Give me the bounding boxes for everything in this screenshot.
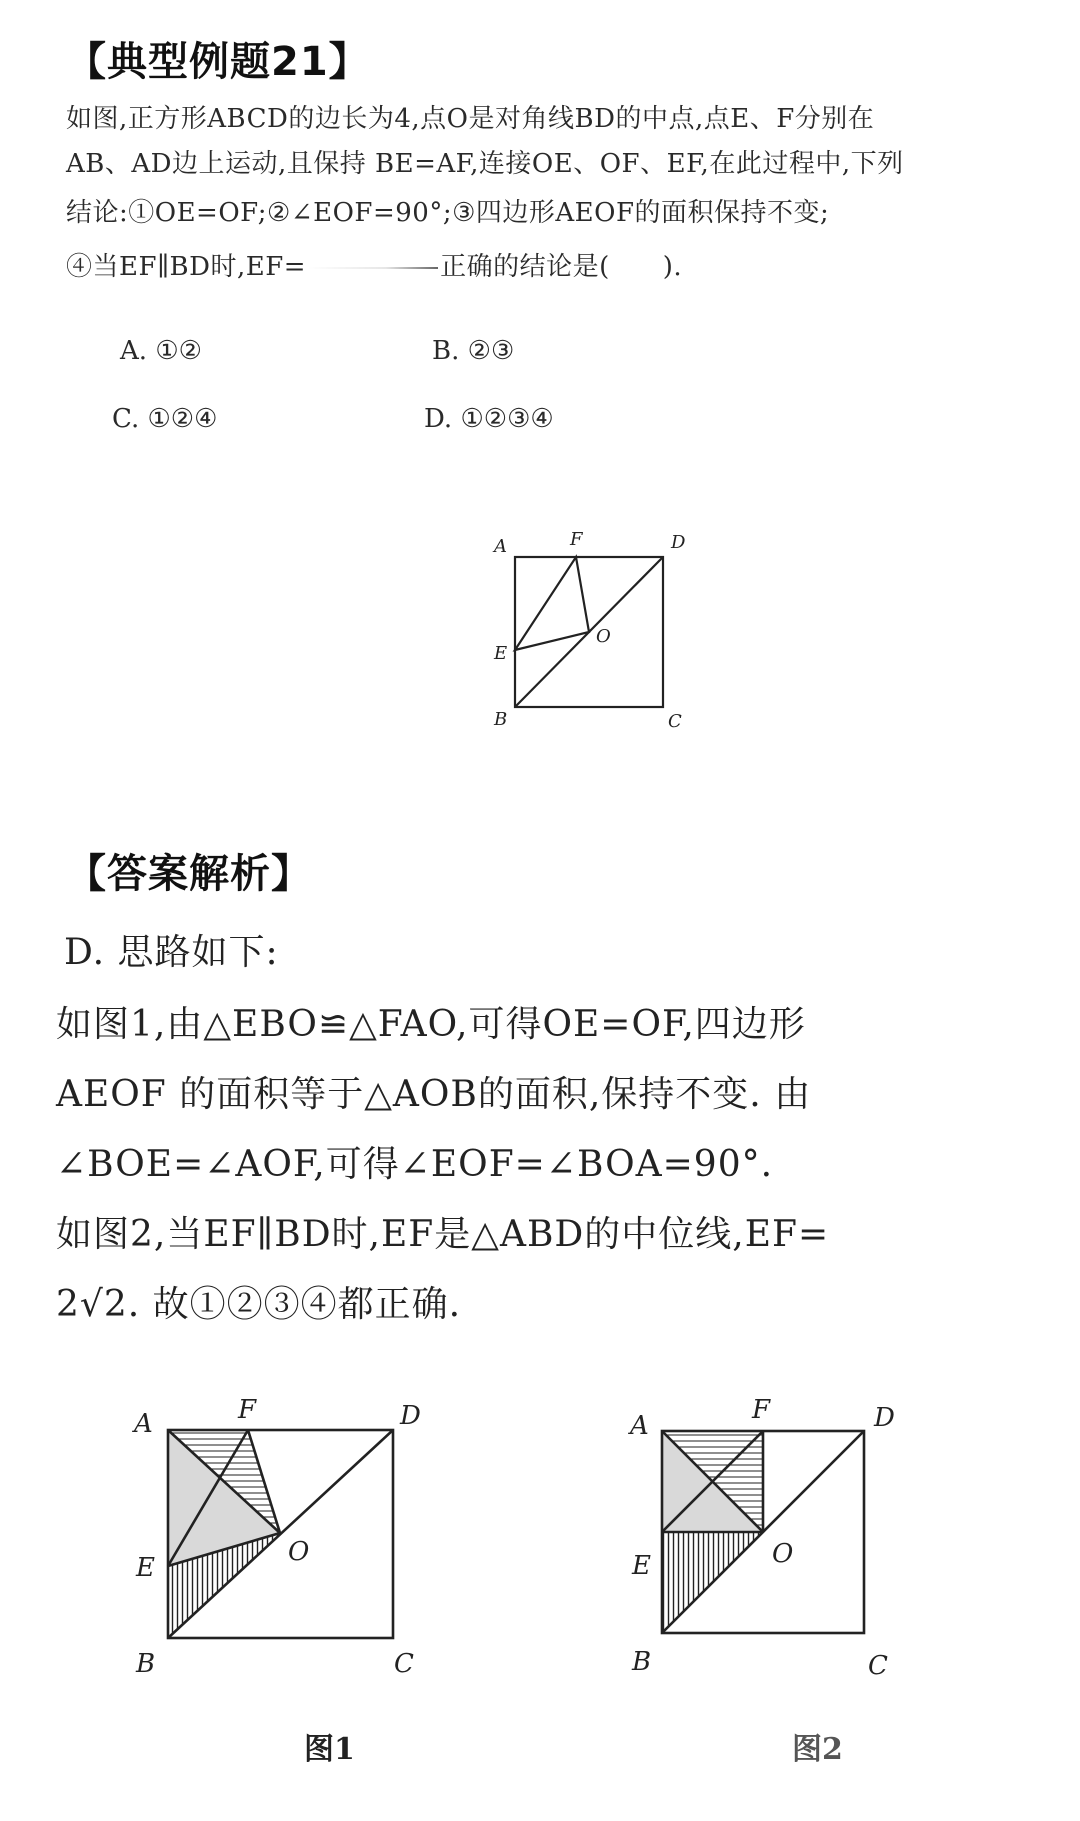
label-o: O [596,626,611,647]
option-d-label: D. [424,404,453,434]
question-line-3: 结论:①OE=OF;②∠EOF=90°;③四边形AEOF的面积保持不变; [66,198,830,228]
label-b: B [494,709,508,730]
label-e: E [494,643,508,664]
option-a-label: A. [120,336,148,366]
answer-line-1: D. 思路如下: [64,932,279,973]
option-b-label: B. [432,336,460,366]
question-figure [480,520,700,735]
label-d: D [671,532,686,553]
fig2-label-d: D [874,1403,895,1433]
fig1-label-f: F [238,1395,257,1425]
fig2-label-c: C [868,1651,888,1681]
fig1-label-o: O [288,1537,310,1567]
fig2-label-f: F [752,1395,771,1425]
fig1-label-e: E [136,1553,155,1583]
answer-line-6: 2√2. 故①②③④都正确. [56,1284,462,1325]
answer-blank [308,267,438,269]
question-line-2: AB、AD边上运动,且保持 BE=AF,连接OE、OF、EF,在此过程中,下列 [66,149,904,179]
fig2-label-a: A [630,1411,649,1441]
answer-line-3: AEOF 的面积等于△AOB的面积,保持不变. 由 [56,1074,812,1115]
question-line-1: 如图,正方形ABCD的边长为4,点O是对角线BD的中点,点E、F分别在 [66,104,875,134]
fig1-label-d: D [400,1401,421,1431]
option-c[interactable] [112,404,217,434]
question-heading: 【典型例题21】 [66,39,370,85]
option-b-value: ②③ [467,336,515,366]
question-line-4-tail: 正确的结论是( ). [440,252,683,282]
fig2-label-o: O [772,1539,794,1569]
figure-1 [120,1388,440,1688]
option-b[interactable] [432,336,514,366]
answer-line-5: 如图2,当EF∥BD时,EF是△ABD的中位线,EF= [56,1214,830,1255]
question-line-4-text: ④当EF∥BD时,EF= [66,252,307,282]
label-f: F [570,529,583,550]
label-c: C [668,711,682,732]
fig2-caption: 图2 [792,1732,843,1767]
option-c-label: C. [112,404,140,434]
answer-line-2: 如图1,由△EBO≌△FAO,可得OE=OF,四边形 [56,1004,806,1045]
fig2-label-e: E [632,1551,651,1581]
fig1-label-c: C [394,1649,414,1679]
fig1-label-a: A [134,1409,153,1439]
fig1-caption: 图1 [304,1732,355,1767]
question-line-4 [66,246,682,283]
fig1-label-b: B [136,1649,156,1679]
option-d[interactable] [424,404,554,434]
option-d-value: ①②③④ [460,404,554,434]
answer-heading: 【答案解析】 [66,851,312,897]
answer-line-4: ∠BOE=∠AOF,可得∠EOF=∠BOA=90°. [56,1144,774,1185]
fig2-label-b: B [632,1647,652,1677]
label-a: A [494,536,507,557]
option-c-value: ①②④ [147,404,218,434]
option-a[interactable] [120,336,202,366]
option-a-value: ①② [155,336,202,366]
triangle-efo [515,557,589,650]
figure-2 [616,1390,936,1690]
